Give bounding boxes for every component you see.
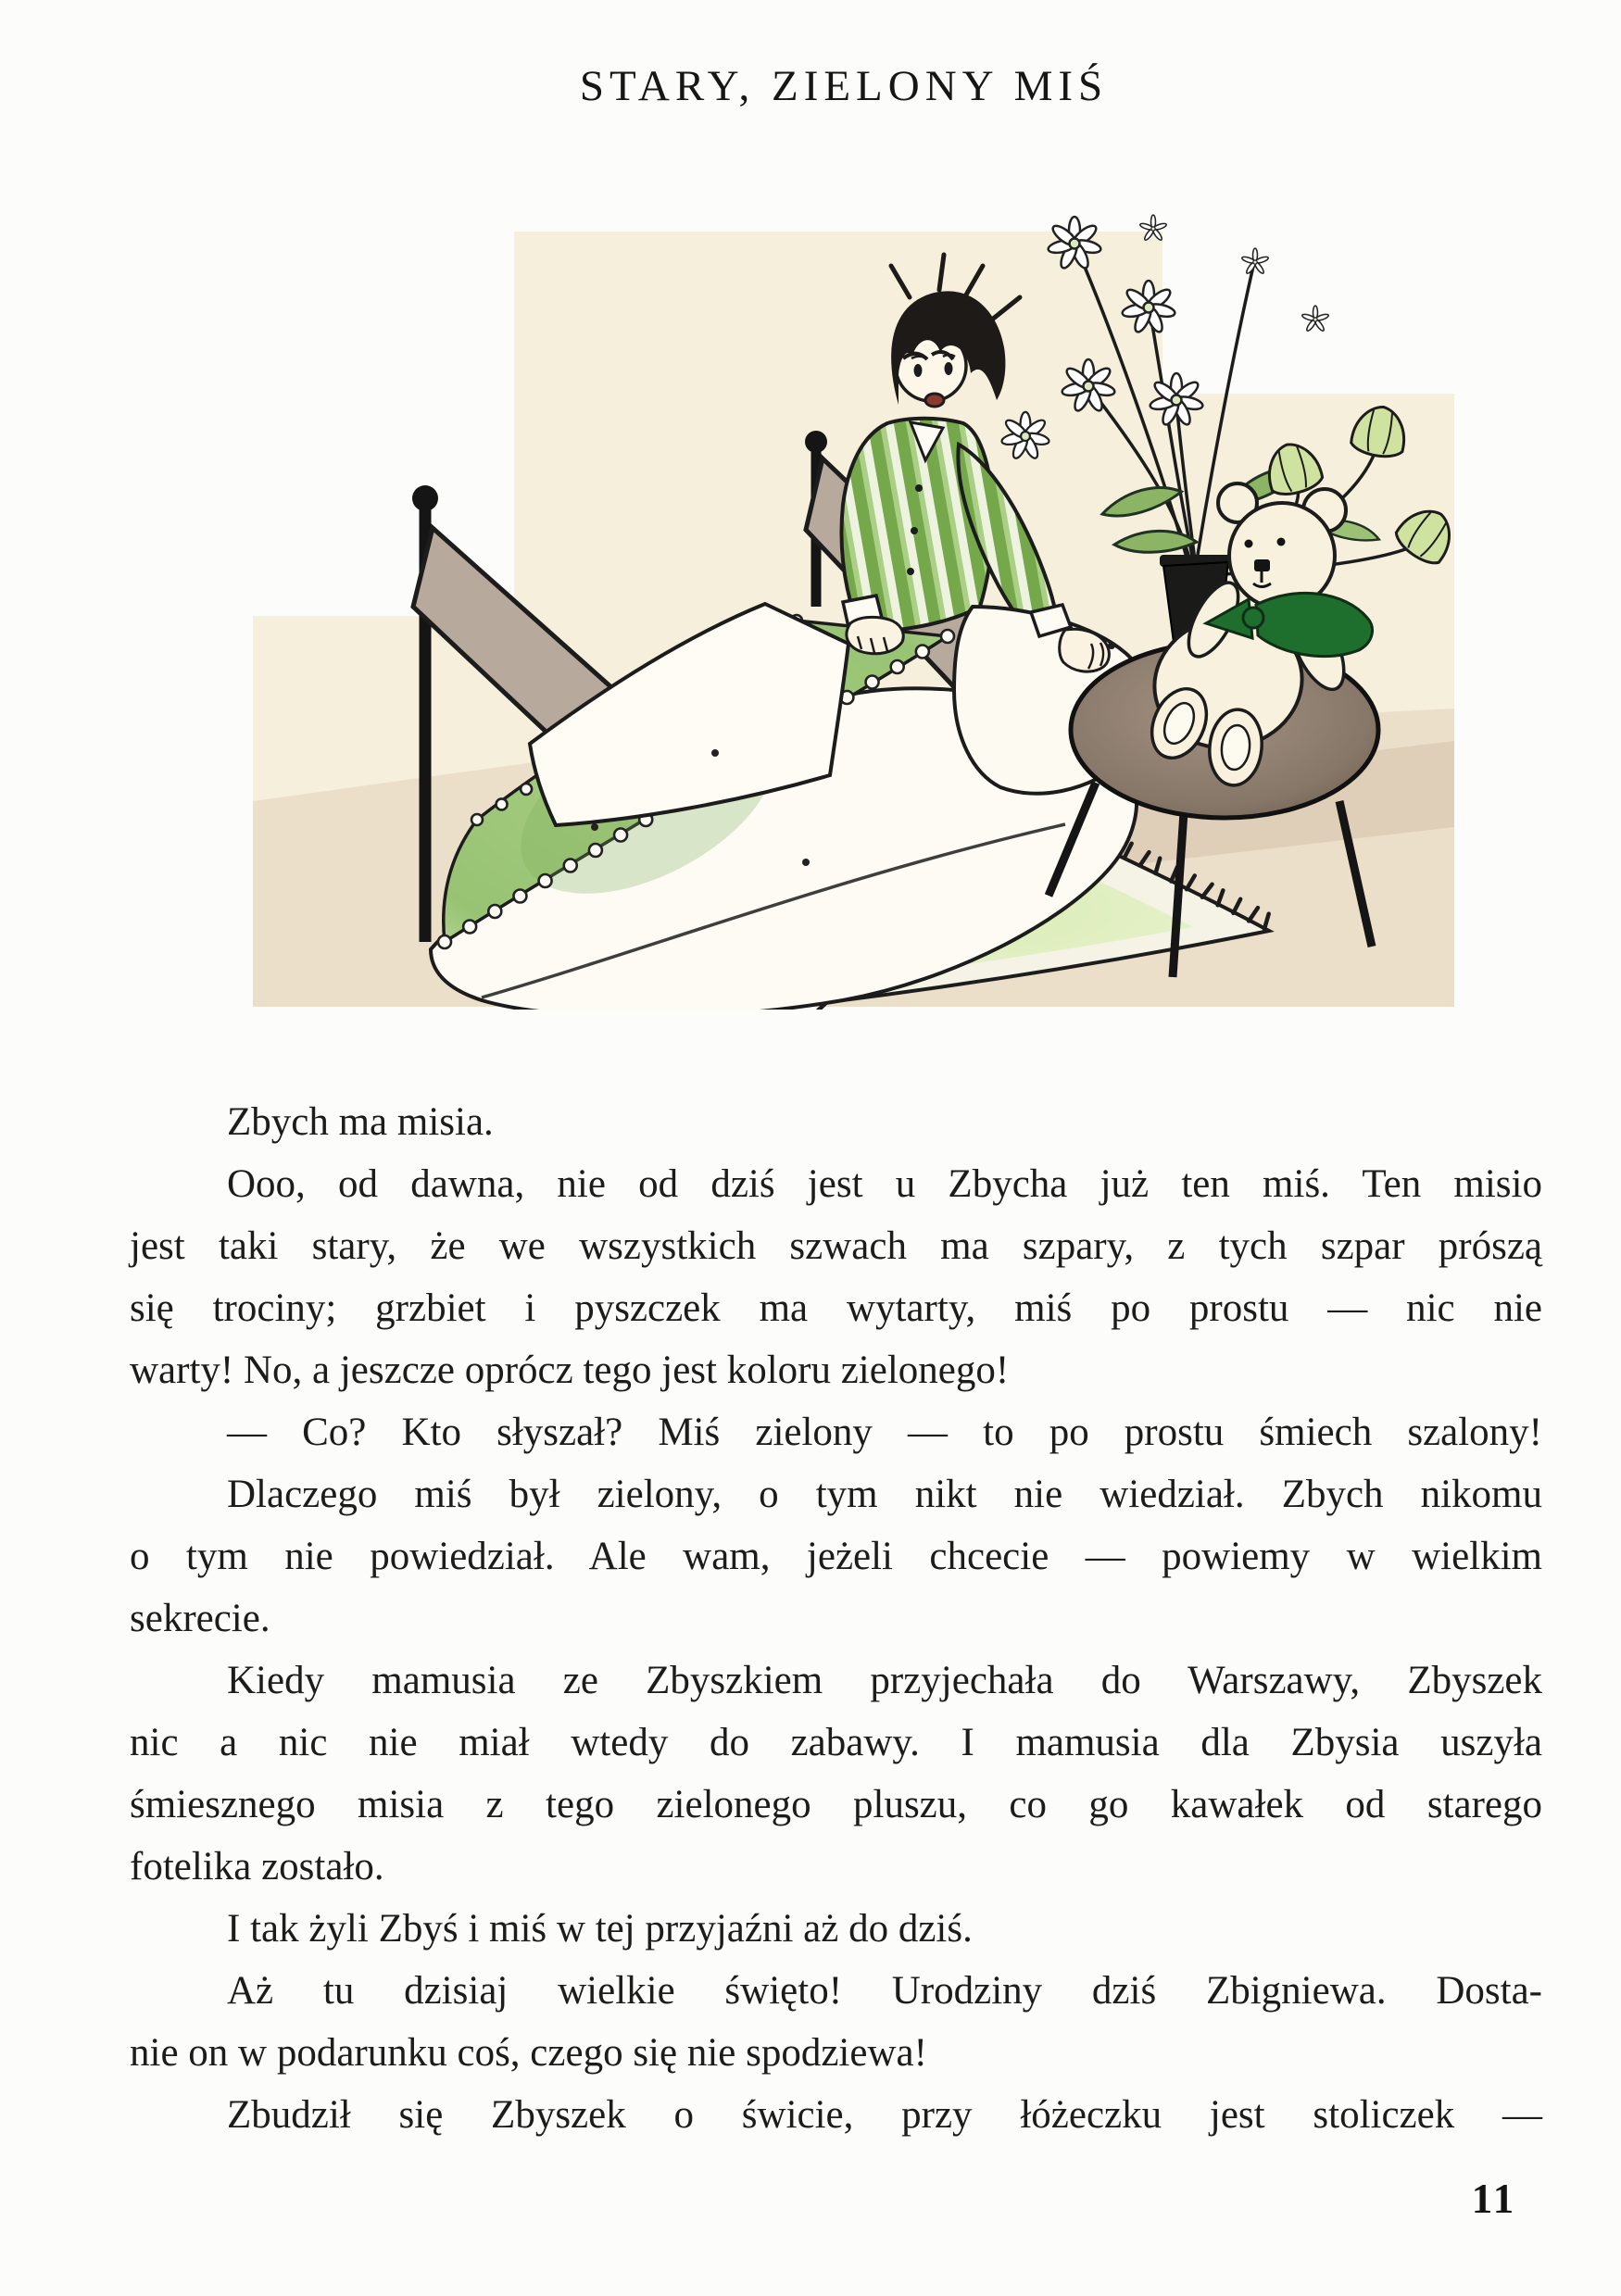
text-line: Kiedy mamusia ze Zbyszkiem przyjechała do Warszawy, Zbyszek [227, 1659, 1542, 1702]
text-line: się trociny; grzbiet i pyszczek ma wytarty, miś po prostu — nic nie [130, 1286, 1542, 1330]
bed-post-knob [412, 485, 438, 511]
text-line: I tak żyli Zbyś i miś w tej przyjaźni aż do dziś. [227, 1907, 973, 1951]
text-line: nie on w podarunku coś, czego się nie spodziewa! [130, 2031, 927, 2075]
text-line: Zbudził się Zbyszek o świcie, przy łóżeczku jest stoliczek — [227, 2093, 1542, 2137]
illustration [250, 208, 1454, 1010]
text-line: warty! No, a jeszcze oprócz tego jest koloru zielonego! [130, 1349, 1010, 1392]
text-line: sekrecie. [130, 1597, 270, 1640]
text-line: Dlaczego miś był zielony, o tym nikt nie wiedział. Zbych nikomu [227, 1473, 1542, 1516]
bed-post-knob [805, 431, 827, 453]
text-line: nic a nic nie miał wtedy do zabawy. I mamusia dla Zbysia uszyła [130, 1721, 1542, 1764]
illustration-svg [250, 208, 1454, 1010]
boy-hand [847, 617, 903, 653]
text-line: Zbych ma misia. [227, 1100, 494, 1144]
text-line: jest taki stary, że we wszystkich szwach ma szpary, z tych szpar prószą [130, 1224, 1542, 1268]
text-line: śmiesznego misia z tego zielonego pluszu, co go kawałek od starego [130, 1783, 1542, 1826]
text-line: fotelika zostało. [130, 1845, 384, 1888]
text-line: o tym nie powiedział. Ale wam, jeżeli chcecie — powiemy w wielkim [130, 1535, 1542, 1578]
story-text [130, 1091, 1542, 2146]
story-title: STARY, ZIELONY MIŚ [579, 62, 1109, 110]
text-line: Ooo, od dawna, nie od dziś jest u Zbycha już ten miś. Ten misio [227, 1162, 1542, 1206]
text-line: Aż tu dzisiaj wielkie święto! Urodziny dziś Zbigniewa. Dosta- [227, 1969, 1542, 2013]
page-number: 11 [1471, 2176, 1517, 2222]
text-line: — Co? Kto słyszał? Miś zielony — to po prostu śmiech szalony! [227, 1411, 1542, 1454]
